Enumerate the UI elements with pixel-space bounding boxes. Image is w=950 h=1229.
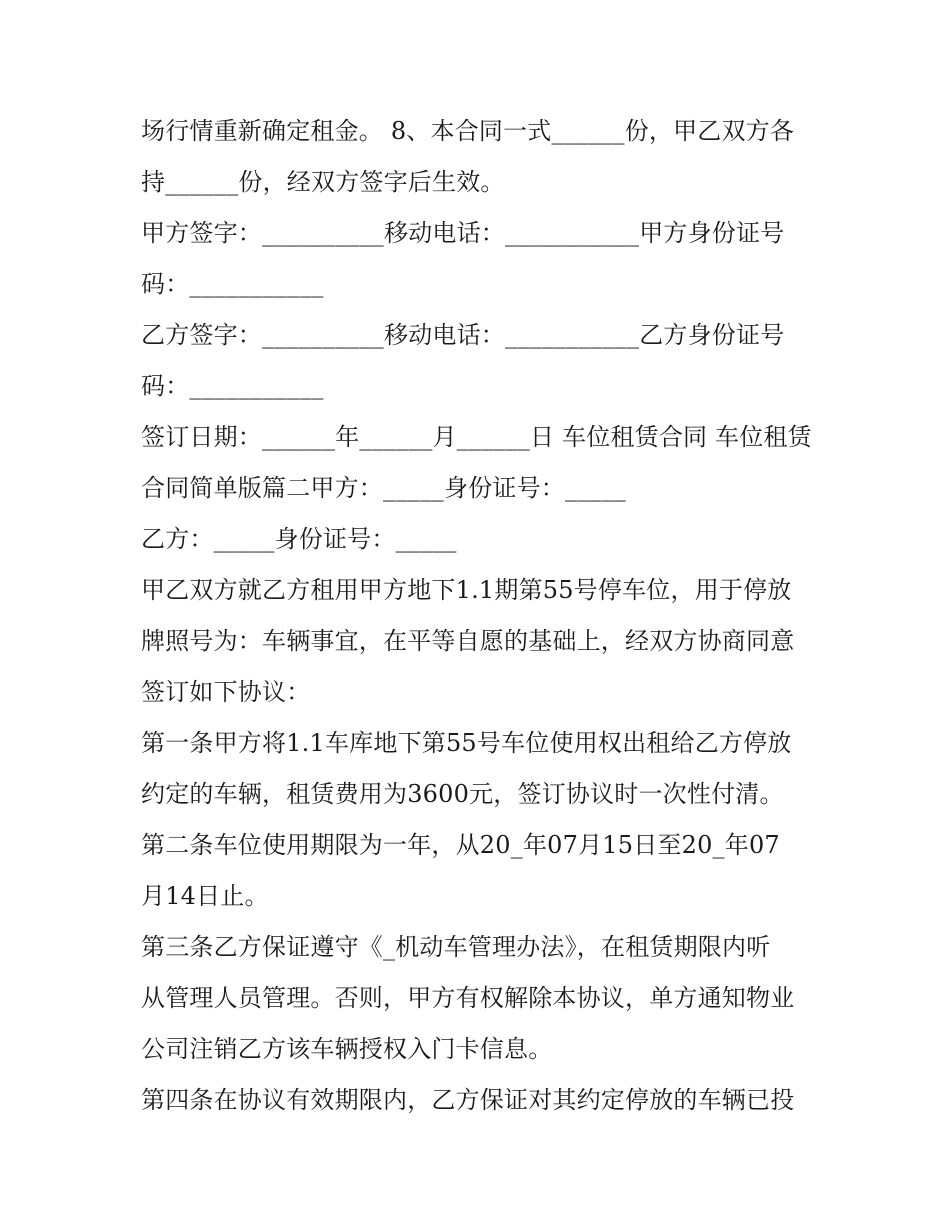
text-line: 码：___________: [141, 270, 324, 298]
text-line: 乙方：_____身份证号：_____: [141, 525, 457, 553]
text-line: 约定的车辆，租赁费用为3600元，签订协议时一次性付清。: [141, 780, 784, 808]
text-line: 第四条在协议有效期限内，乙方保证对其约定停放的车辆已投: [141, 1086, 795, 1114]
text-line: 从管理人员管理。否则，甲方有权解除本协议，单方通知物业: [141, 984, 795, 1012]
text-line: 乙方签字：__________移动电话：___________乙方身份证号: [141, 321, 785, 349]
text-line: 码：___________: [141, 372, 324, 400]
text-line: 甲方签字：__________移动电话：___________甲方身份证号: [141, 219, 785, 247]
text-line: 持______份，经双方签字后生效。: [141, 168, 505, 196]
text-line: 公司注销乙方该车辆授权入门卡信息。: [141, 1035, 553, 1063]
text-line: 第二条车位使用期限为一年，从20_年07月15日至20_年07: [141, 831, 780, 859]
text-line: 签订如下协议：: [141, 678, 311, 706]
text-line: 甲乙双方就乙方租用甲方地下1.1期第55号停车位，用于停放: [141, 576, 792, 604]
text-line: 第三条乙方保证遵守《_机动车管理办法》，在租赁期限内听: [141, 933, 771, 961]
text-line: 第一条甲方将1.1车库地下第55号车位使用权出租给乙方停放: [141, 729, 792, 757]
contract-text: [141, 106, 821, 1126]
text-line: 月14日止。: [141, 882, 269, 910]
text-line: 合同简单版篇二甲方：_____身份证号：_____: [141, 474, 626, 502]
text-line: 牌照号为：车辆事宜，在平等自愿的基础上，经双方协商同意: [141, 627, 795, 655]
text-line: 签订日期：______年______月______日 车位租赁合同 车位租赁: [141, 423, 812, 451]
text-line: 场行情重新确定租金。 8、本合同一式______份，甲乙双方各: [141, 117, 795, 145]
